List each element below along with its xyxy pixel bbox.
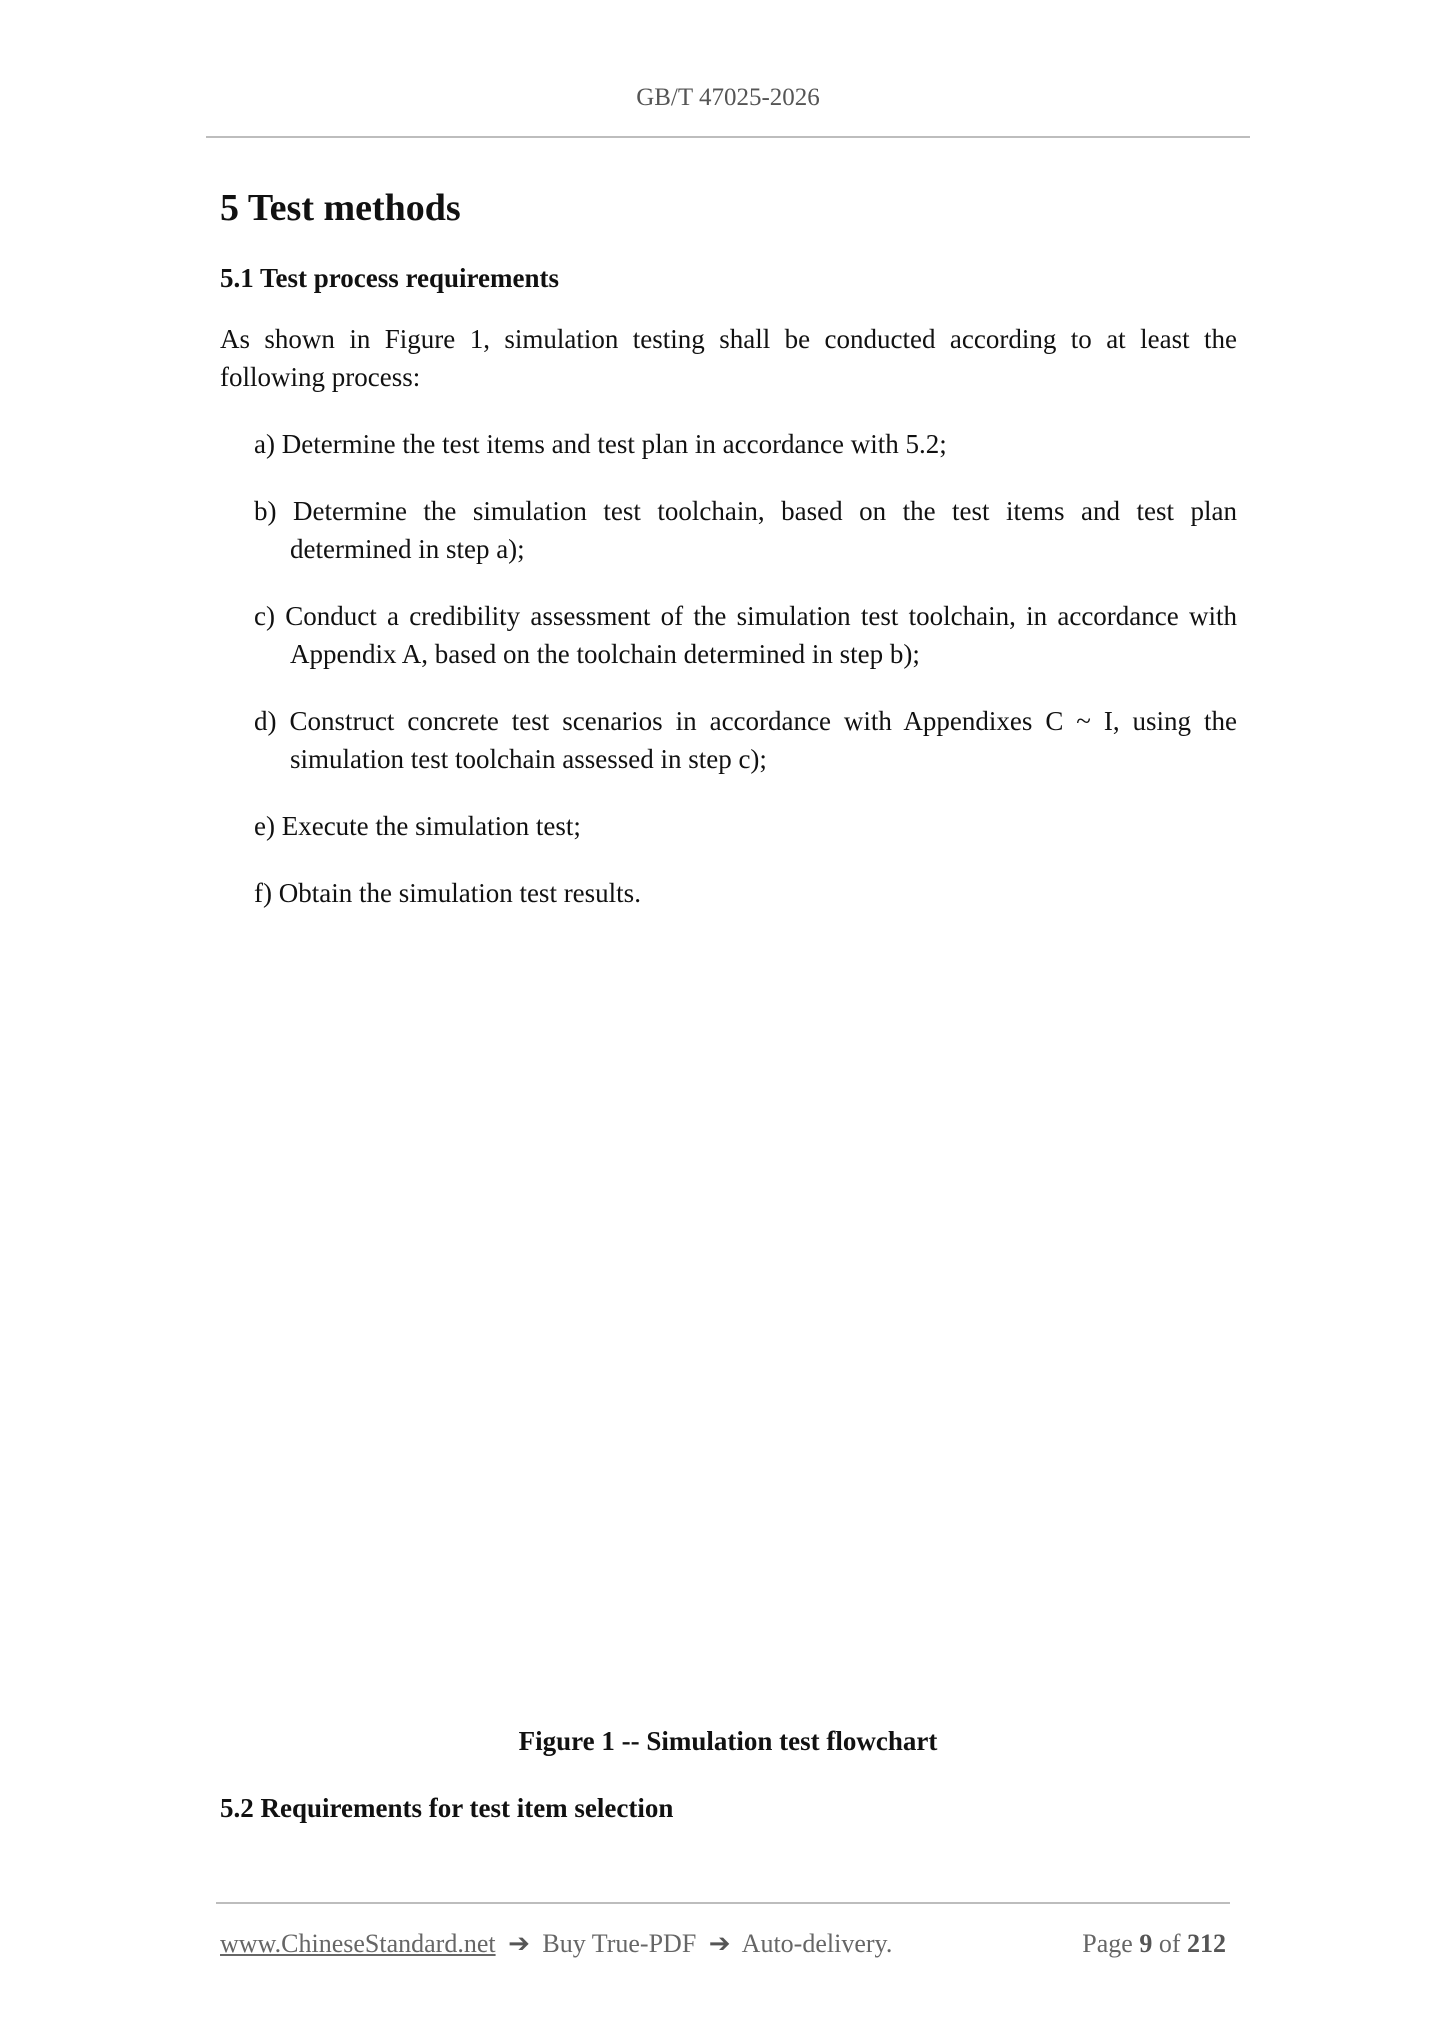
of-word: of	[1158, 1929, 1181, 1958]
footer-divider	[216, 1902, 1230, 1904]
process-step-e: e) Execute the simulation test;	[254, 811, 581, 841]
page-indicator	[1082, 1925, 1226, 1963]
process-step-b: b) Determine the simulation test toolchain, based on the test items and test plan determined in step a);	[254, 496, 1237, 564]
main-content	[220, 178, 1237, 941]
figure-placeholder	[220, 960, 1237, 1700]
page-number: 9	[1139, 1929, 1153, 1958]
page-header-standard-code: GB/T 47025-2026	[636, 84, 820, 111]
process-step-list	[220, 425, 1237, 912]
process-step-a: a) Determine the test items and test plan in accordance with 5.2;	[254, 429, 947, 459]
total-pages: 212	[1187, 1929, 1226, 1958]
website-link[interactable]: www.ChineseStandard.net	[220, 1929, 496, 1958]
figure-caption: Figure 1 -- Simulation test flowchart	[518, 1726, 938, 1756]
page-word: Page	[1082, 1929, 1133, 1958]
intro-paragraph: As shown in Figure 1, simulation testing shall be conducted according to at least the following process:	[220, 324, 1237, 392]
arrow-right-icon: ➔	[708, 1929, 731, 1958]
header-divider	[206, 136, 1250, 138]
section-heading: 5 Test methods	[220, 187, 461, 229]
footer-promo	[220, 1925, 892, 1963]
page-footer	[220, 1925, 1230, 1963]
process-step-d: d) Construct concrete test scenarios in accordance with Appendixes C ~ I, using the simulation test toolchain assessed in step c);	[254, 706, 1237, 774]
section-5-2-heading: 5.2 Requirements for test item selection	[220, 1793, 674, 1823]
subsection-heading: 5.1 Test process requirements	[220, 263, 560, 293]
buy-pdf-text: Buy True-PDF	[542, 1929, 697, 1958]
process-step-c: c) Conduct a credibility assessment of the simulation test toolchain, in accordance with Appendix A, based on the toolchain determined in step b);	[254, 601, 1237, 669]
arrow-right-icon: ➔	[508, 1929, 530, 1958]
process-step-f: f) Obtain the simulation test results.	[254, 878, 641, 908]
auto-delivery-text: Auto-delivery.	[741, 1929, 893, 1958]
